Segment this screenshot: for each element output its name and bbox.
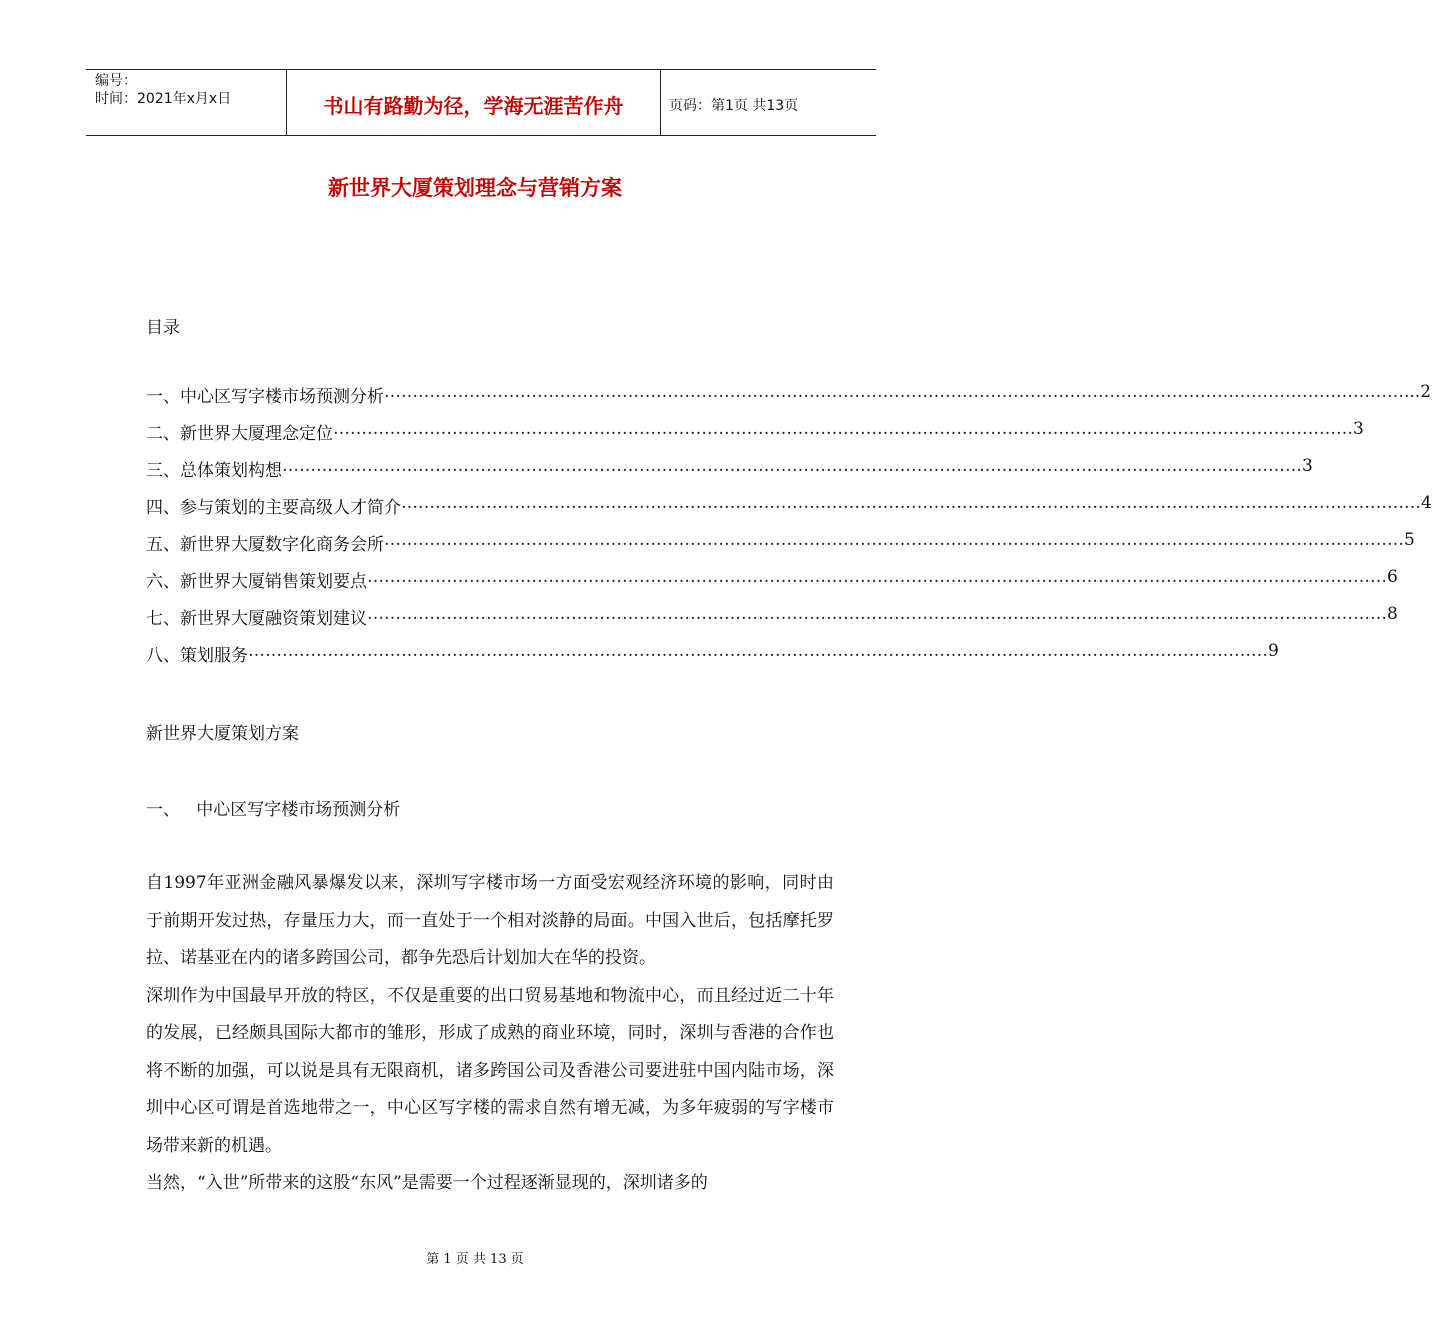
toc-entry <box>146 530 1415 567</box>
section-heading: 一、 中心区写字楼市场预测分析 <box>146 800 401 820</box>
toc-entry-text: 二、新世界大厦理念定位 <box>146 424 333 444</box>
page-footer: 第 1 页 共 13 页 <box>426 1252 524 1267</box>
plan-title: 新世界大厦策划方案 <box>146 724 299 744</box>
toc-entry <box>146 382 1432 419</box>
toc-entry <box>146 456 1313 493</box>
toc-entry-text: 三、总体策划构想 <box>146 461 282 481</box>
document-title: 新世界大厦策划理念与营销方案 <box>328 175 622 200</box>
toc-entry-text: 七、新世界大厦融资策划建议 <box>146 609 367 629</box>
toc-entry <box>146 641 1279 678</box>
number-label: 编号： <box>95 73 137 89</box>
toc-entry-text: 一、中心区写字楼市场预测分析 <box>146 387 384 407</box>
toc-entry-text: 八、策划服务 <box>146 646 248 666</box>
toc-leader-dots: ……………………………………………………………………………………………………………………………………………………………… <box>333 419 1353 439</box>
header-page-info: 页码：第1页 共13页 <box>669 97 799 114</box>
toc-entry-text: 六、新世界大厦销售策划要点 <box>146 572 367 592</box>
toc-entry-page: 6 <box>1387 567 1398 587</box>
toc-entry-page: 5 <box>1404 530 1415 550</box>
toc-entry-text: 五、新世界大厦数字化商务会所 <box>146 535 384 555</box>
toc-entry-page: 8 <box>1387 604 1398 624</box>
time-label: 时间：2021年x月x日 <box>95 91 232 107</box>
table-of-contents <box>146 382 1432 678</box>
header-motto: 书山有路勤为径，学海无涯苦作舟 <box>287 70 661 135</box>
toc-entry-page: 4 <box>1421 493 1432 513</box>
toc-leader-dots: ……………………………………………………………………………………………………………………………………………………………… <box>367 567 1387 587</box>
toc-entry <box>146 567 1398 604</box>
toc-entry <box>146 493 1432 530</box>
header-meta <box>86 70 287 135</box>
toc-leader-dots: ……………………………………………………………………………………………………………………………………………………………… <box>282 456 1302 476</box>
toc-leader-dots: ……………………………………………………………………………………………………………………………………………………………… <box>367 604 1387 624</box>
toc-entry <box>146 604 1398 641</box>
paragraph: 当然，“入世”所带来的这股“东风”是需要一个过程逐渐显现的，深圳诸多的 <box>146 1173 708 1193</box>
paragraph: 深圳作为中国最早开放的特区，不仅是重要的出口贸易基地和物流中心，而且经过近二十年的发展，已经颇具国际大都市的雏形，形成了成熟的商业环境，同时，深圳与香港的合作也将不断的加强，可以说是具有无限商机，诸多跨国公司及香港公司要进驻中国内陆市场，深圳中心区可谓是首选地带之一，中心区写字楼的需求自然有增无减，为多年疲弱的写字楼市场带来新的机遇。 <box>146 985 834 1156</box>
toc-leader-dots: ……………………………………………………………………………………………………………………………………………………………… <box>384 382 1404 402</box>
toc-entry-page: 9 <box>1268 641 1279 661</box>
toc-leader-dots: ……………………………………………………………………………………………………………………………………………………………… <box>248 641 1268 661</box>
toc-entry-page: 3 <box>1302 456 1313 476</box>
toc-heading: 目录 <box>146 318 180 338</box>
toc-entry-text: 四、参与策划的主要高级人才简介 <box>146 498 401 518</box>
toc-entry <box>146 419 1364 456</box>
toc-leader-dots: ……………………………………………………………………………………………………………………………………………………………… <box>384 530 1404 550</box>
body-text <box>146 865 834 1203</box>
toc-leader-dots: ……………………………………………………………………………………………………………………………………………………………… <box>401 493 1421 513</box>
toc-entry-page: ...2 <box>1404 382 1432 402</box>
paragraph: 自1997年亚洲金融风暴爆发以来，深圳写字楼市场一方面受宏观经济环境的影响，同时由于前期开发过热，存量压力大，而一直处于一个相对淡静的局面。中国入世后，包括摩托罗拉、诺基亚在内的诸多跨国公司，都争先恐后计划加大在华的投资。 <box>146 873 834 968</box>
page-header <box>86 69 876 136</box>
toc-entry-page: 3 <box>1353 419 1364 439</box>
